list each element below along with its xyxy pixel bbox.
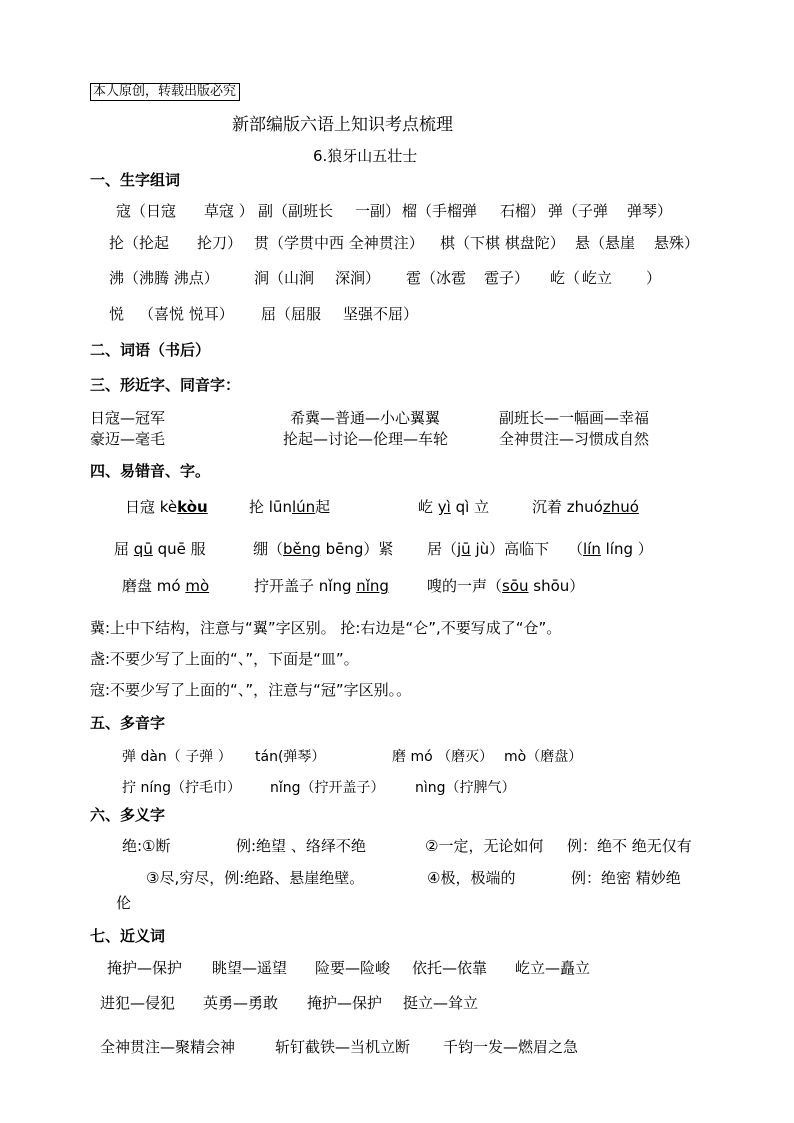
pinyin-item: 拧开盖子 nǐng nǐng <box>254 577 389 595</box>
pinyin-item: 绷（běng bēng）紧 <box>253 540 394 558</box>
similar-chars-text: 副班长—一幅画—幸福 <box>499 409 650 427</box>
word-group-text: 榴（手榴弹 <box>402 202 478 220</box>
word-group-text: 草寇 ） <box>204 202 254 220</box>
polyphone-item: mò（磨盘） <box>504 749 583 765</box>
word-group-text: 抡刀） <box>197 234 243 252</box>
section-heading-1: 一、生字组词 <box>90 171 181 189</box>
word-group-text: 屈（屈服 <box>261 305 322 323</box>
word-group-text: 悬（悬崖 <box>575 234 636 252</box>
section-heading-3: 三、形近字、同音字： <box>90 376 241 394</box>
pinyin-item: 居（jū jù）高临下 <box>427 540 550 558</box>
word-group-text: 坚强不屈） <box>343 305 419 323</box>
word-group-text: 雹（冰雹 <box>406 269 467 287</box>
word-group-text: 副（副班长 <box>258 202 334 220</box>
section-heading-5: 五、多音字 <box>90 714 166 732</box>
polysemy-item: 绝:①断 <box>122 837 171 855</box>
polysemy-item: 例:绝望 、络绎不绝 <box>236 837 366 855</box>
polyphone-item: tán(弹琴） <box>255 749 326 765</box>
synonym-pair: 依托—依靠 <box>412 959 488 977</box>
similar-chars-text: 豪迈—毫毛 <box>90 430 166 448</box>
note-line: 寇:不要少写了上面的“、”，注意与“冠”字区别。。 <box>90 681 412 699</box>
synonym-pair: 掩护—保护 <box>107 959 183 977</box>
synonym-pair: 眺望—遥望 <box>212 959 288 977</box>
pinyin-item: 屈 qū quē 服 <box>114 540 206 558</box>
word-group-text: 屹（ <box>550 269 581 287</box>
note-line: 冀:上中下结构，注意与“翼”字区别。 抡:右边是“仑”,不要写成了“仓”。 <box>90 619 562 637</box>
word-group-text: 一副） <box>355 202 401 220</box>
copyright-stamp: 本人原创，转载出版必究 <box>90 83 240 101</box>
word-group-text: 棋（下棋 棋盘陀） <box>440 234 565 252</box>
word-group-text: 悦 <box>109 305 125 323</box>
pinyin-item: 抡 lūnlún起 <box>249 498 331 516</box>
section-heading-6: 六、多义字 <box>90 806 166 824</box>
synonym-pair: 斩钉截铁—当机立断 <box>275 1038 411 1056</box>
polyphone-item: 弹 dàn（ 子弹 ） <box>122 749 232 765</box>
pinyin-item: 屹 yì qì 立 <box>418 498 490 516</box>
polysemy-item: 例：绝不 绝无仅有 <box>567 837 692 855</box>
word-group-text: 弹（子弹 <box>548 202 609 220</box>
word-group-text: ） <box>646 269 662 287</box>
polysemy-item: ②一定，无论如何 <box>425 837 544 855</box>
synonym-pair: 险要—险峻 <box>315 959 391 977</box>
polyphone-item: 磨 mó （磨灭） <box>392 749 494 765</box>
note-line: 盏:不要少写了上面的“、”，下面是“皿”。 <box>90 650 359 668</box>
pinyin-item: 磨盘 mó mò <box>122 577 210 595</box>
pinyin-item: 沉着 zhuózhuó <box>532 498 639 516</box>
polysemy-item: 例：绝密 精妙绝 <box>571 869 681 887</box>
word-group-text: 石榴） <box>500 202 546 220</box>
similar-chars-text: 全神贯注—习惯成自然 <box>499 430 650 448</box>
synonym-pair: 千钧一发—燃眉之急 <box>443 1038 579 1056</box>
polyphone-item: nǐng（拧开盖子） <box>270 780 385 796</box>
section-heading-2: 二、词语（书后） <box>90 341 211 359</box>
polysemy-item: ④极，极端的 <box>427 869 516 887</box>
pinyin-item: 日寇 kèkòu <box>125 498 208 516</box>
similar-chars-text: 抡起—讨论—伦理—车轮 <box>283 430 449 448</box>
word-group-text: 沸（沸腾 沸点） <box>109 269 219 287</box>
word-group-text: 深涧） <box>335 269 381 287</box>
polysemy-item: ③尽,穷尽，例:绝路、悬崖绝壁。 <box>146 869 365 887</box>
word-group-text: 屹立 <box>582 269 613 287</box>
section-heading-4: 四、易错音、字。 <box>90 462 211 480</box>
polyphone-item: nìng（拧脾气） <box>415 780 516 796</box>
section-heading-7: 七、近义词 <box>90 927 166 945</box>
synonym-pair: 屹立—矗立 <box>515 959 591 977</box>
word-group-text: （喜悦 悦耳） <box>139 305 234 323</box>
synonym-pair: 掩护—保护 <box>307 994 383 1012</box>
word-group-text: 悬殊） <box>654 234 700 252</box>
polysemy-item: 伦 <box>116 894 132 912</box>
lesson-subtitle: 6.狼牙山五壮士 <box>313 147 418 165</box>
word-group-text: 弹琴） <box>627 202 673 220</box>
polyphone-item: 拧 níng（拧毛巾） <box>122 780 241 796</box>
word-group-text: 贯（学贯中西 全神贯注） <box>254 234 424 252</box>
synonym-pair: 全神贯注—聚精会神 <box>100 1038 236 1056</box>
synonym-pair: 进犯—侵犯 <box>100 994 176 1012</box>
pinyin-item: （lín líng ） <box>568 540 653 558</box>
page-title: 新部编版六语上知识考点梳理 <box>232 115 453 135</box>
word-group-text: 雹子） <box>484 269 530 287</box>
similar-chars-text: 日寇—冠军 <box>90 409 166 427</box>
synonym-pair: 英勇—勇敢 <box>203 994 279 1012</box>
pinyin-item: 嗖的一声（sōu shōu） <box>427 577 585 595</box>
synonym-pair: 挺立—耸立 <box>403 994 479 1012</box>
word-group-text: 抡（抡起 <box>109 234 170 252</box>
word-group-text: 寇（日寇 <box>116 202 177 220</box>
similar-chars-text: 希冀—普通—小心翼翼 <box>290 409 441 427</box>
word-group-text: 涧（山涧 <box>254 269 315 287</box>
